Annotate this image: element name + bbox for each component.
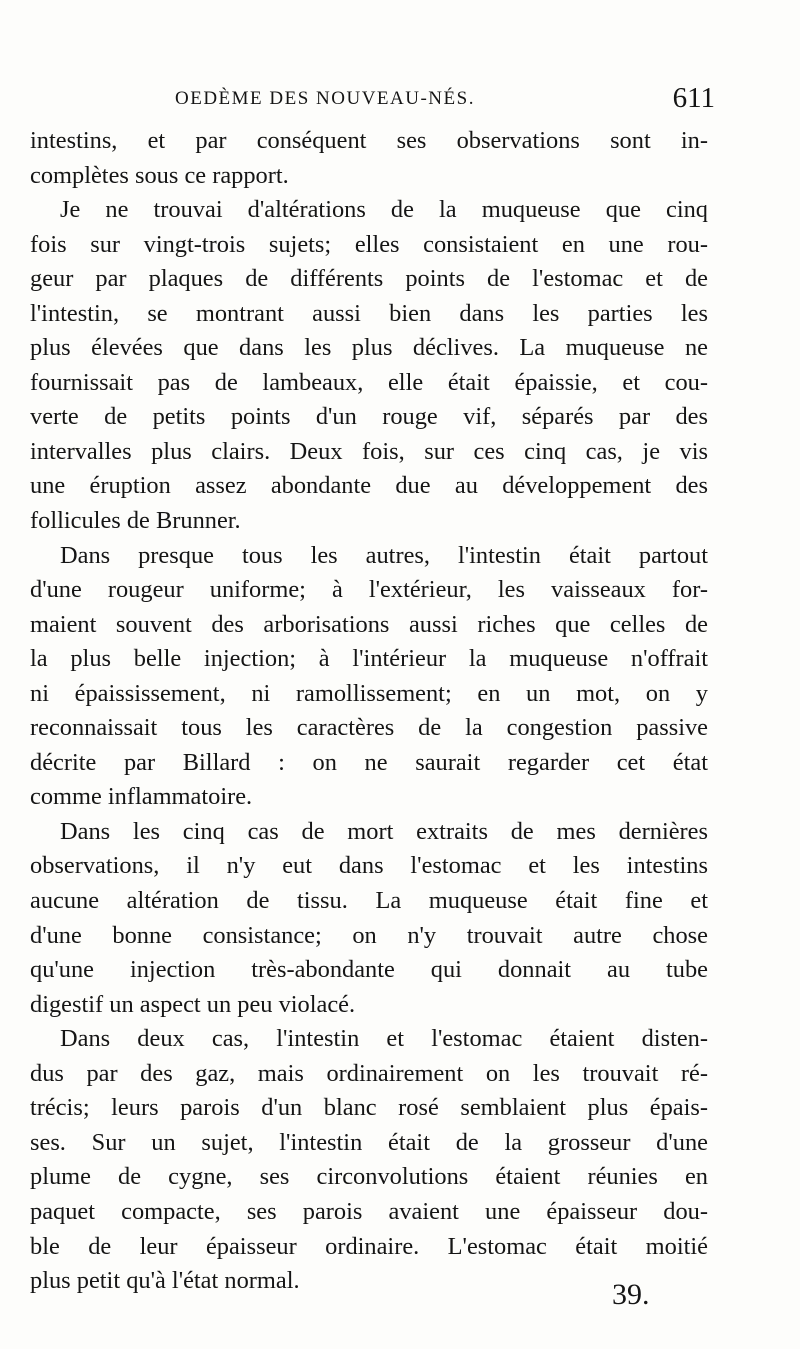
- text-line: dus par des gaz, mais ordinairement on les trouvait ré-: [30, 1059, 708, 1087]
- text-line: aucune altération de tissu. La muqueuse était fine et: [30, 887, 708, 915]
- text-line: Dans les cinq cas de mort extraits de mes dernières: [60, 817, 708, 845]
- text-line: fois sur vingt-trois sujets; elles consistaient en une rou-: [30, 230, 708, 258]
- paragraph: [30, 539, 708, 815]
- text-line: reconnaissait tous les caractères de la congestion passive: [30, 714, 708, 742]
- text-line: ses. Sur un sujet, l'intestin était de la grosseur d'une: [30, 1128, 708, 1156]
- text-line: plus élevées que dans les plus déclives. La muqueuse ne: [30, 334, 708, 362]
- text-line: ble de leur épaisseur ordinaire. L'estomac était moitié: [30, 1232, 708, 1260]
- text-line: l'intestin, se montrant aussi bien dans les parties les: [30, 299, 708, 327]
- text-line: observations, il n'y eut dans l'estomac et les intestins: [30, 852, 708, 880]
- text-line: maient souvent des arborisations aussi riches que celles de: [30, 610, 708, 638]
- text-line: geur par plaques de différents points de l'estomac et de: [30, 265, 708, 293]
- text-line: ni épaississement, ni ramollissement; en un mot, on y: [30, 679, 708, 707]
- text-line: verte de petits points d'un rouge vif, séparés par des: [30, 403, 708, 431]
- body-text: [30, 124, 708, 1299]
- text-line: décrite par Billard : on ne saurait regarder cet état: [30, 748, 708, 776]
- text-line: Je ne trouvai d'altérations de la muqueuse que cinq: [60, 196, 708, 224]
- page-number: 611: [672, 82, 715, 114]
- text-line: intestins, et par conséquent ses observations sont in-: [30, 127, 708, 154]
- paragraph: [30, 124, 708, 193]
- paragraph: [30, 815, 708, 1022]
- text-line: d'une bonne consistance; on n'y trouvait autre chose: [30, 921, 708, 949]
- text-line: d'une rougeur uniforme; à l'extérieur, les vaisseaux for-: [30, 576, 708, 604]
- text-line: la plus belle injection; à l'intérieur la muqueuse n'offrait: [30, 645, 708, 673]
- text-line: digestif un aspect un peu violacé.: [30, 990, 356, 1018]
- text-line: plus petit qu'à l'état normal.: [30, 1267, 300, 1295]
- text-line: intervalles plus clairs. Deux fois, sur ces cinq cas, je vis: [30, 437, 708, 465]
- paragraph: [30, 193, 708, 538]
- text-line: une éruption assez abondante due au développement des: [30, 472, 708, 500]
- text-line: trécis; leurs parois d'un blanc rosé semblaient plus épais-: [30, 1094, 708, 1122]
- text-line: qu'une injection très-abondante qui donnait au tube: [30, 956, 708, 984]
- signature-mark: 39.: [612, 1278, 650, 1311]
- running-head: [175, 82, 715, 116]
- text-line: paquet compacte, ses parois avaient une épaisseur dou-: [30, 1197, 708, 1225]
- text-line: comme inflammatoire.: [30, 783, 253, 811]
- text-line: follicules de Brunner.: [30, 507, 241, 535]
- text-line: plume de cygne, ses circonvolutions étaient réunies en: [30, 1163, 708, 1191]
- paragraph: [30, 1022, 708, 1298]
- text-line: fournissait pas de lambeaux, elle était épaissie, et cou-: [30, 368, 708, 396]
- text-line: complètes sous ce rapport.: [30, 161, 289, 189]
- text-line: Dans presque tous les autres, l'intestin était partout: [60, 541, 708, 569]
- running-title: OEDÈME DES NOUVEAU-NÉS.: [175, 88, 475, 109]
- text-line: Dans deux cas, l'intestin et l'estomac étaient disten-: [60, 1025, 708, 1053]
